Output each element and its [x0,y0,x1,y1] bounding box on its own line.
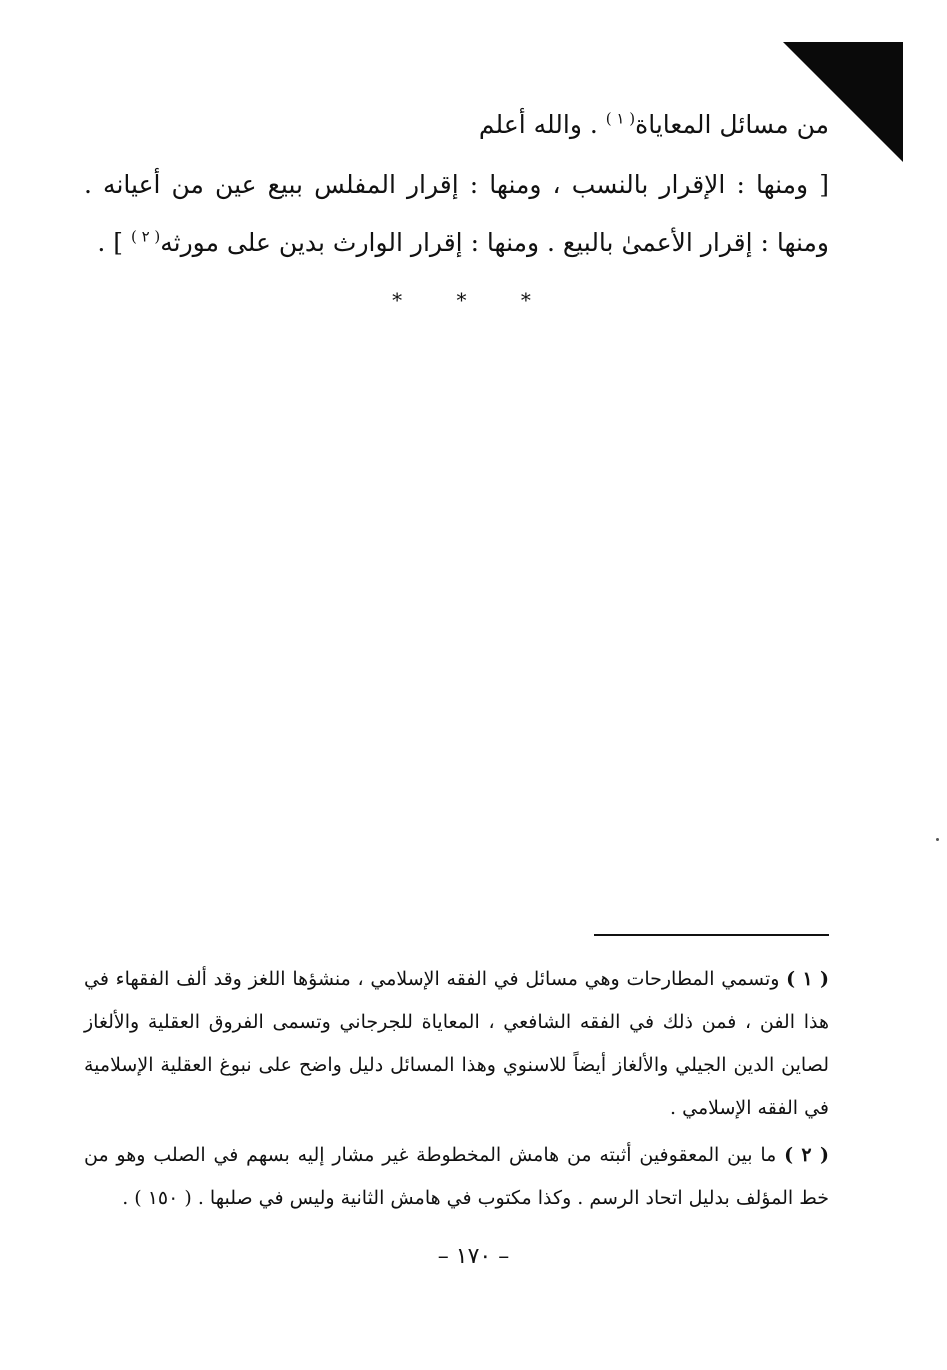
body-line-1-end: . والله أعلم [478,110,606,139]
scan-speck [936,838,939,841]
footnotes [84,958,829,1224]
footnote-divider [594,934,829,936]
footnote-1-number: ( ١ ) [786,968,829,990]
section-separator: * * * [392,288,555,312]
footnote-1-text: وتسمي المطارحات وهي مسائل في الفقه الإسلامي ، منشؤها اللغز وقد ألف الفقهاء في هذا الفن ، فمن ذلك في الفقه الشافعي ، المعاياة للجرجاني وتسمى الفروق العقلية والألغاز لصاين الدين الجيلي والألغاز أيضاً للاسنوي وهذا المسائل دليل واضح على نبوغ العقلية الإسلامية في الفقه الإسلامي . [84,968,829,1119]
body-paragraph-end: ] . [97,228,123,257]
footnote-2 [84,1134,829,1220]
body-line-1-text: من مسائل المعاياة [635,110,829,139]
footnote-1 [84,958,829,1130]
footnote-ref-1[interactable]: ( ١ ) [605,109,636,128]
footnote-2-text: ما بين المعقوفين أثبته من هامش المخطوطة غير مشار إليه بسهم في الصلب وهو من خط المؤلف بدليل اتحاد الرسم . وكذا مكتوب في هامش الثانية وليس في صلبها . ( ١٥٠ ) . [84,1144,829,1209]
page-number: – ١٧٠ – [437,1244,510,1269]
footnote-ref-2[interactable]: ( ٢ ) [130,227,161,246]
body-paragraph [84,156,829,272]
body-line-1 [84,96,829,154]
body-paragraph-text: [ ومنها : الإقرار بالنسب ، ومنها : إقرار المفلس ببيع عين من أعيانه . ومنها : إقرار الأعمىٰ بالبيع . ومنها : إقرار الوارث بدين على مورثه [84,170,829,257]
footnote-2-number: ( ٢ ) [784,1144,829,1166]
